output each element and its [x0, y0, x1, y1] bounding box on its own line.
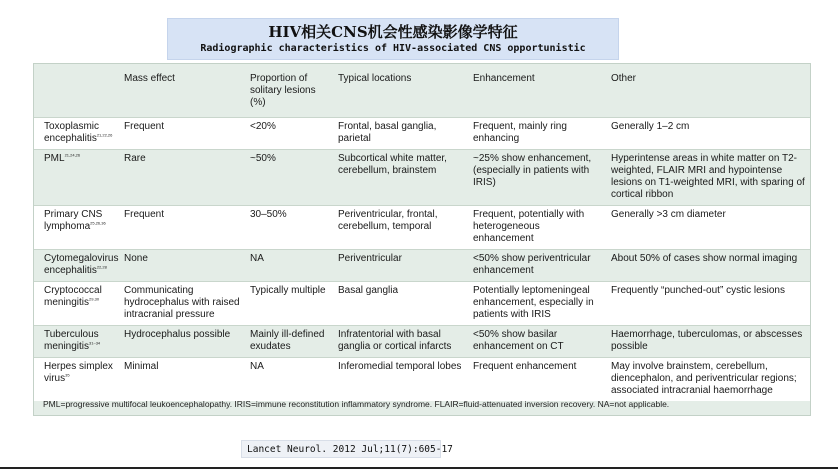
- reference-superscript: 21,22,26: [96, 132, 113, 138]
- cell-mass-effect: Frequent: [120, 118, 246, 150]
- cell-mass-effect: None: [120, 250, 246, 282]
- cell-condition: PML$^{21,24,26}$: [34, 150, 120, 206]
- reference-superscript: 29,30: [89, 296, 100, 302]
- cell-condition: Tuberculous meningitis$^{31-34}$: [34, 326, 120, 358]
- header-condition: [34, 64, 120, 118]
- title-box: [167, 18, 619, 60]
- table-row: [34, 326, 810, 358]
- cell-condition: Primary CNS lymphoma$^{25,26,36}$: [34, 206, 120, 250]
- cell-mass-effect: Communicating hydrocephalus with raised intracranial pressure: [120, 282, 246, 326]
- cell-other: About 50% of cases show normal imaging: [607, 250, 810, 282]
- cell-mass-effect: Frequent: [120, 206, 246, 250]
- cell-condition: Herpes simplex virus$^{35}$: [34, 358, 120, 402]
- cell-mass-effect: Rare: [120, 150, 246, 206]
- table-footnote: PML=progressive multifocal leukoencephalopathy. IRIS=immune reconstitution inflammatory syndrome. FLAIR=fluid-attenuated inversion recovery. NA=not applicable.: [43, 399, 670, 409]
- cell-locations: Frontal, basal ganglia, parietal: [334, 118, 469, 150]
- cell-proportion: Mainly ill-defined exudates: [246, 326, 334, 358]
- title-english: Radiographic characteristics of HIV-associated CNS opportunistic: [200, 43, 586, 54]
- header-other: Other: [611, 73, 637, 84]
- citation: Lancet Neurol. 2012 Jul;11(7):605-17: [241, 440, 441, 458]
- cell-mass-effect: Minimal: [120, 358, 246, 402]
- header-proportion: Proportion of solitary lesions (%): [250, 73, 316, 108]
- title-chinese: HIV相关CNS机会性感染影像学特征: [268, 23, 518, 41]
- reference-superscript: 22,28: [96, 264, 107, 270]
- reference-superscript: 31–34: [89, 340, 101, 346]
- table-row: [34, 282, 810, 326]
- cell-locations: Periventricular: [334, 250, 469, 282]
- cell-enhancement: <50% show periventricular enhancement: [469, 250, 607, 282]
- cell-enhancement: Frequent, mainly ring enhancing: [469, 118, 607, 150]
- cell-proportion: Typically multiple: [246, 282, 334, 326]
- table-row: [34, 206, 810, 250]
- cell-enhancement: ~25% show enhancement, (especially in patients with IRIS): [469, 150, 607, 206]
- cell-other: Frequently “punched-out” cystic lesions: [607, 282, 810, 326]
- cell-locations: Basal ganglia: [334, 282, 469, 326]
- header-enhancement: Enhancement: [473, 73, 535, 84]
- cell-condition: Cryptococcal meningitis$^{29,30}$: [34, 282, 120, 326]
- cell-other: Generally 1–2 cm: [607, 118, 810, 150]
- cell-proportion: <20%: [246, 118, 334, 150]
- cell-locations: Periventricular, frontal, cerebellum, temporal: [334, 206, 469, 250]
- cell-other: Hyperintense areas in white matter on T2-weighted, FLAIR MRI and hypointense lesions on T1-weighted MRI, with sparing of cortical ribbon: [607, 150, 810, 206]
- table-panel: [33, 63, 811, 416]
- cell-mass-effect: Hydrocephalus possible: [120, 326, 246, 358]
- cell-other: Haemorrhage, tuberculomas, or abscesses possible: [607, 326, 810, 358]
- cell-proportion: NA: [246, 250, 334, 282]
- table-row: [34, 150, 810, 206]
- reference-superscript: 35: [65, 372, 70, 378]
- cell-enhancement: Potentially leptomeningeal enhancement, especially in patients with IRIS: [469, 282, 607, 326]
- cell-locations: Inferomedial temporal lobes: [334, 358, 469, 402]
- table-header-row: [34, 64, 810, 118]
- cell-condition: Toxoplasmic encephalitis$^{21,22,26}$: [34, 118, 120, 150]
- cell-other: May involve brainstem, cerebellum, diencephalon, and periventricular regions; associated intracranial haemorrhage: [607, 358, 810, 402]
- header-mass-effect: Mass effect: [124, 73, 175, 84]
- cell-locations: Infratentorial with basal ganglia or cortical infarcts: [334, 326, 469, 358]
- reference-superscript: 25,26,36: [90, 220, 106, 226]
- cell-other: Generally >3 cm diameter: [607, 206, 810, 250]
- cell-proportion: NA: [246, 358, 334, 402]
- cell-enhancement: <50% show basilar enhancement on CT: [469, 326, 607, 358]
- header-locations: Typical locations: [338, 73, 412, 84]
- bottom-divider: [0, 467, 838, 469]
- cell-proportion: ~50%: [246, 150, 334, 206]
- cell-locations: Subcortical white matter, cerebellum, brainstem: [334, 150, 469, 206]
- table-row: [34, 358, 810, 402]
- cell-enhancement: Frequent enhancement: [469, 358, 607, 402]
- table-row: [34, 118, 810, 150]
- cell-enhancement: Frequent, potentially with heterogeneous enhancement: [469, 206, 607, 250]
- cell-condition: Cytomegalovirus encephalitis$^{22,28}$: [34, 250, 120, 282]
- table-row: [34, 250, 810, 282]
- radiographic-table: [34, 64, 810, 401]
- cell-proportion: 30–50%: [246, 206, 334, 250]
- reference-superscript: 21,24,26: [64, 152, 81, 158]
